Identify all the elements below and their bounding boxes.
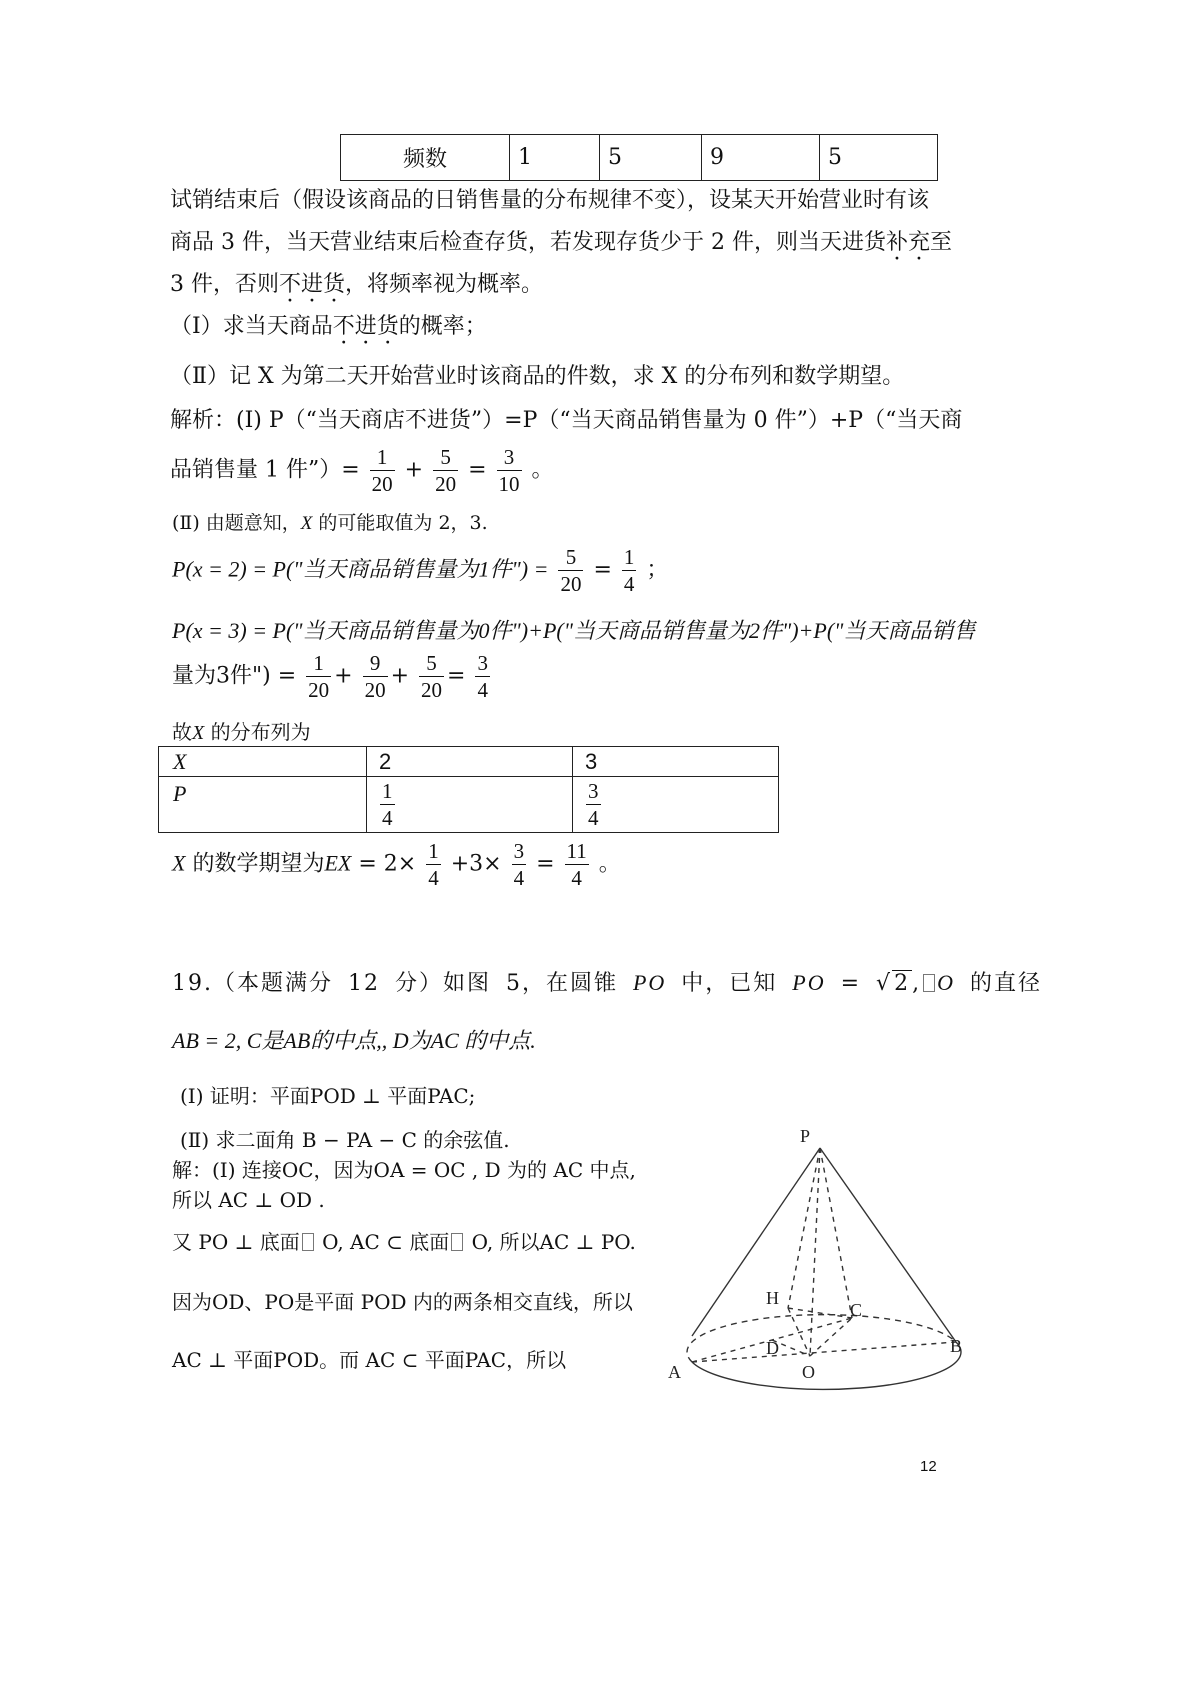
fraction: $\frac{1}{20}$ <box>308 651 330 702</box>
dist-header-3: 3 <box>573 747 779 777</box>
dist-header-2: 2 <box>367 747 573 777</box>
problem-19-part-i: (Ⅰ) 证明：平面POD ⊥ 平面PAC; <box>180 1084 476 1108</box>
base-back-arc <box>687 1315 956 1362</box>
p-x-2-line: P(x = 2) = P("当天商品销售量为1件") = $\frac{5}{20}$ = $\frac{1}{4}$ ； <box>172 545 669 596</box>
problem-19-part-ii: (Ⅱ) 求二面角 B − PA − C 的余弦值. <box>180 1128 510 1152</box>
dist-p-2: $\frac{1}{4}$ <box>367 777 573 833</box>
fraction: $\frac{1}{4}$ <box>428 839 439 890</box>
diameter-ab <box>692 1342 956 1362</box>
circle-symbol-icon <box>923 974 935 992</box>
label-p: P <box>800 1126 811 1146</box>
fraction: $\frac{3}{10}$ <box>498 445 520 496</box>
intro-line-3: 3 件，否则不进货，将频率视为概率。 <box>170 272 544 297</box>
fraction: $\frac{3}{4}$ <box>513 839 525 890</box>
page-number: 12 <box>920 1458 937 1475</box>
solution-line-1: 解析：(Ⅰ) P（“当天商店不进货”）=P（“当天商品销售量为 0 件”）+P（“当天商 <box>170 408 963 433</box>
freq-cell: 5 <box>820 135 938 181</box>
problem-19-heading: 19.（本题满分 12 分）如图 5，在圆锥 PO 中，已知 PO = √2, O 的直径 <box>172 970 1042 996</box>
dist-p-3: $\frac{3}{4}$ <box>573 777 779 833</box>
segment-hc <box>788 1308 852 1318</box>
p-x-3-line-2: 量为3件") = $\frac{1}{20}$ + $\frac{9}{20}$ + $\frac{5}{20}$ = $\frac{3}{4}$ <box>172 651 488 702</box>
label-d: D <box>766 1338 779 1358</box>
cone-figure <box>660 1120 970 1410</box>
freq-label: 频数 <box>341 135 510 181</box>
p-x-3-line-1: P(x = 3) = P("当天商品销售量为0件")+P("当天商品销售量为2件")+P("当天商品销售 <box>172 618 976 643</box>
fraction: $\frac{5}{20}$ <box>435 445 457 496</box>
segment-pc <box>820 1148 852 1318</box>
fraction: $\frac{1}{20}$ <box>371 445 393 496</box>
problem-19-line-2: AB = 2, C是AB的中点,, D为AC 的中点. <box>172 1028 536 1053</box>
circle-symbol-icon <box>302 1233 314 1251</box>
solution-line-2: 品销售量 1 件”）= $\frac{1}{20}$ + $\frac{5}{20}$ = $\frac{3}{10}$ 。 <box>170 445 554 496</box>
distribution-table <box>158 746 779 833</box>
label-o: O <box>802 1362 815 1382</box>
dist-header-x: X <box>159 747 367 777</box>
label-a: A <box>668 1362 681 1382</box>
solution-19-line-2: 所以 AC ⊥ OD . <box>172 1188 325 1212</box>
dist-row-p: P <box>159 777 367 833</box>
fraction: $\frac{3}{4}$ <box>477 651 488 702</box>
label-h: H <box>766 1288 779 1308</box>
cone-edge-pa <box>692 1148 820 1336</box>
intro-line-2: 商品 3 件，当天营业结束后检查存货，若发现存货少于 2 件，则当天进货补充至 <box>170 230 953 255</box>
label-b: B <box>950 1336 963 1356</box>
freq-cell: 5 <box>600 135 702 181</box>
solution-19-line-4: 因为OD、PO是平面 POD 内的两条相交直线，所以 <box>172 1290 633 1314</box>
question-1: （Ⅰ）求当天商品不进货的概率； <box>170 314 487 339</box>
solution-19-line-5: AC ⊥ 平面POD。而 AC ⊂ 平面PAC，所以 <box>172 1348 567 1372</box>
fraction: $\frac{9}{20}$ <box>364 651 386 702</box>
intro-line-1: 试销结束后（假设该商品的日销售量的分布规律不变），设某天开始营业时有该 <box>170 188 930 213</box>
solution-19-line-1: 解：(Ⅰ) 连接OC，因为OA = OC , D 为的 AC 中点, <box>172 1158 636 1182</box>
fraction: $\frac{5}{20}$ <box>421 651 443 702</box>
question-2: （Ⅱ）记 X 为第二天开始营业时该商品的件数，求 X 的分布列和数学期望。 <box>170 364 905 389</box>
frequency-table <box>340 134 938 181</box>
base-front-arc <box>692 1342 961 1389</box>
label-c: C <box>850 1300 863 1320</box>
solution-19-line-3: 又 PO ⊥ 底面 O, AC ⊂ 底面 O, 所以AC ⊥ PO. <box>172 1230 636 1254</box>
fraction: $\frac{11}{4}$ <box>566 839 587 890</box>
expectation-line: X 的数学期望为EX = 2× $\frac{1}{4}$ +3× $\frac{3}{4}$ = $\frac{11}{4}$ 。 <box>172 839 621 890</box>
distribution-title: 故X 的分布列为 <box>172 720 311 744</box>
part-ii-intro: (Ⅱ) 由题意知，X 的可能取值为 2，3. <box>172 512 488 534</box>
cone-edge-pb <box>820 1148 956 1342</box>
circle-symbol-icon <box>451 1233 463 1251</box>
fraction: $\frac{1}{4}$ <box>623 545 635 596</box>
freq-cell: 9 <box>702 135 820 181</box>
fraction: $\frac{5}{20}$ <box>560 545 582 596</box>
freq-cell: 1 <box>510 135 600 181</box>
height-po <box>810 1148 820 1356</box>
